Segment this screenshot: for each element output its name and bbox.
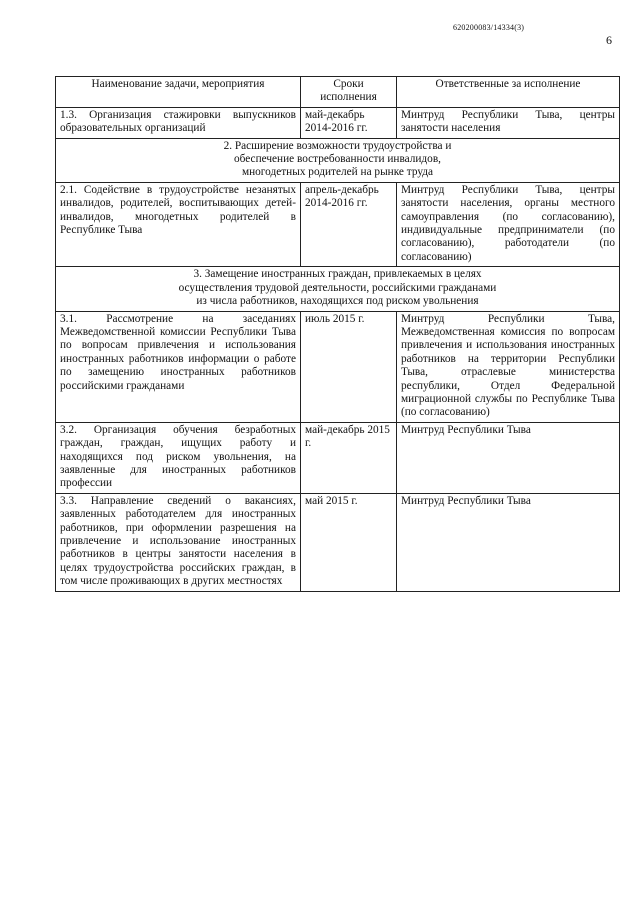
page-number: 6 [606,33,612,47]
table-header-row [56,77,620,108]
table-row [56,493,620,591]
header-task: Наименование задачи, мероприятия [56,77,301,108]
section-heading-row [56,267,620,311]
table-row [56,311,620,422]
action-plan-table [55,76,620,592]
table-row [56,107,620,138]
responsible-cell: Минтруд Республики Тыва [397,493,620,591]
term-cell: апрель-декабрь 2014-2016 гг. [301,182,397,266]
section-heading-row [56,138,620,182]
header-responsible: Ответственные за исполнение [397,77,620,108]
section-heading [56,138,620,182]
term-cell: май-декабрь 2014-2016 гг. [301,107,397,138]
section-heading [56,267,620,311]
term-cell: май 2015 г. [301,493,397,591]
section-heading-line: 2. Расширение возможности трудоустройства и [223,139,452,152]
task-cell: 1.3. Организация стажировки выпускников образовательных организаций [56,107,301,138]
section-heading-line: многодетных родителей на рынке труда [241,166,434,179]
section-heading-line: из числа работников, находящихся под риском увольнения [196,295,479,308]
task-cell: 3.2. Организация обучения безработных граждан, граждан, ищущих работу и находящихся под риском увольнения, на заявленные для иностранных работников профессии [56,422,301,493]
header-term [301,77,397,108]
task-cell: 3.1. Рассмотрение на заседаниях Межведомственной комиссии Республики Тыва по вопросам привлечения и использования иностранных работников информации о работе по замещению иностранных работников российскими гражданами [56,311,301,422]
responsible-cell: Минтруд Республики Тыва, Межведомственная комиссия по вопросам привлечения и использования иностранных работников на территории Республики Тыва, отраслевые министерства республики, Отдел Федеральной миграционной службы по Республике Тыва (по согласованию) [397,311,620,422]
document-number: 620200083/14334(3) [453,23,525,32]
term-cell: июль 2015 г. [301,311,397,422]
task-cell: 2.1. Содействие в трудоустройстве незанятых инвалидов, родителей, воспитывающих детей-инвалидов, многодетных родителей в Республике Тыва [56,182,301,266]
table-row [56,182,620,266]
responsible-cell: Минтруд Республики Тыва, центры занятости населения, органы местного самоуправления (по согласованию), индивидуальные предприниматели (по согласованию), работодатели (по согласованию) [397,182,620,266]
task-cell: 3.3. Направление сведений о вакансиях, заявленных работодателем для иностранных работников, при оформлении разрешения на привлечение и использование иностранных работников в центры занятости населения в целях трудоустройства российских граждан, в том числе проживающих в других местностях [56,493,301,591]
responsible-cell: Минтруд Республики Тыва [397,422,620,493]
header-term-line2: исполнения [320,91,377,104]
section-heading-line: осуществления трудовой деятельности, российскими гражданами [178,281,497,294]
table-row [56,422,620,493]
header-term-line1: Сроки [333,78,364,90]
term-cell: май-декабрь 2015 г. [301,422,397,493]
section-heading-line: 3. Замещение иностранных граждан, привлекаемых в целях [193,268,482,281]
responsible-cell: Минтруд Республики Тыва, центры занятости населения [397,107,620,138]
section-heading-line: обеспечение востребованности инвалидов, [234,153,441,166]
